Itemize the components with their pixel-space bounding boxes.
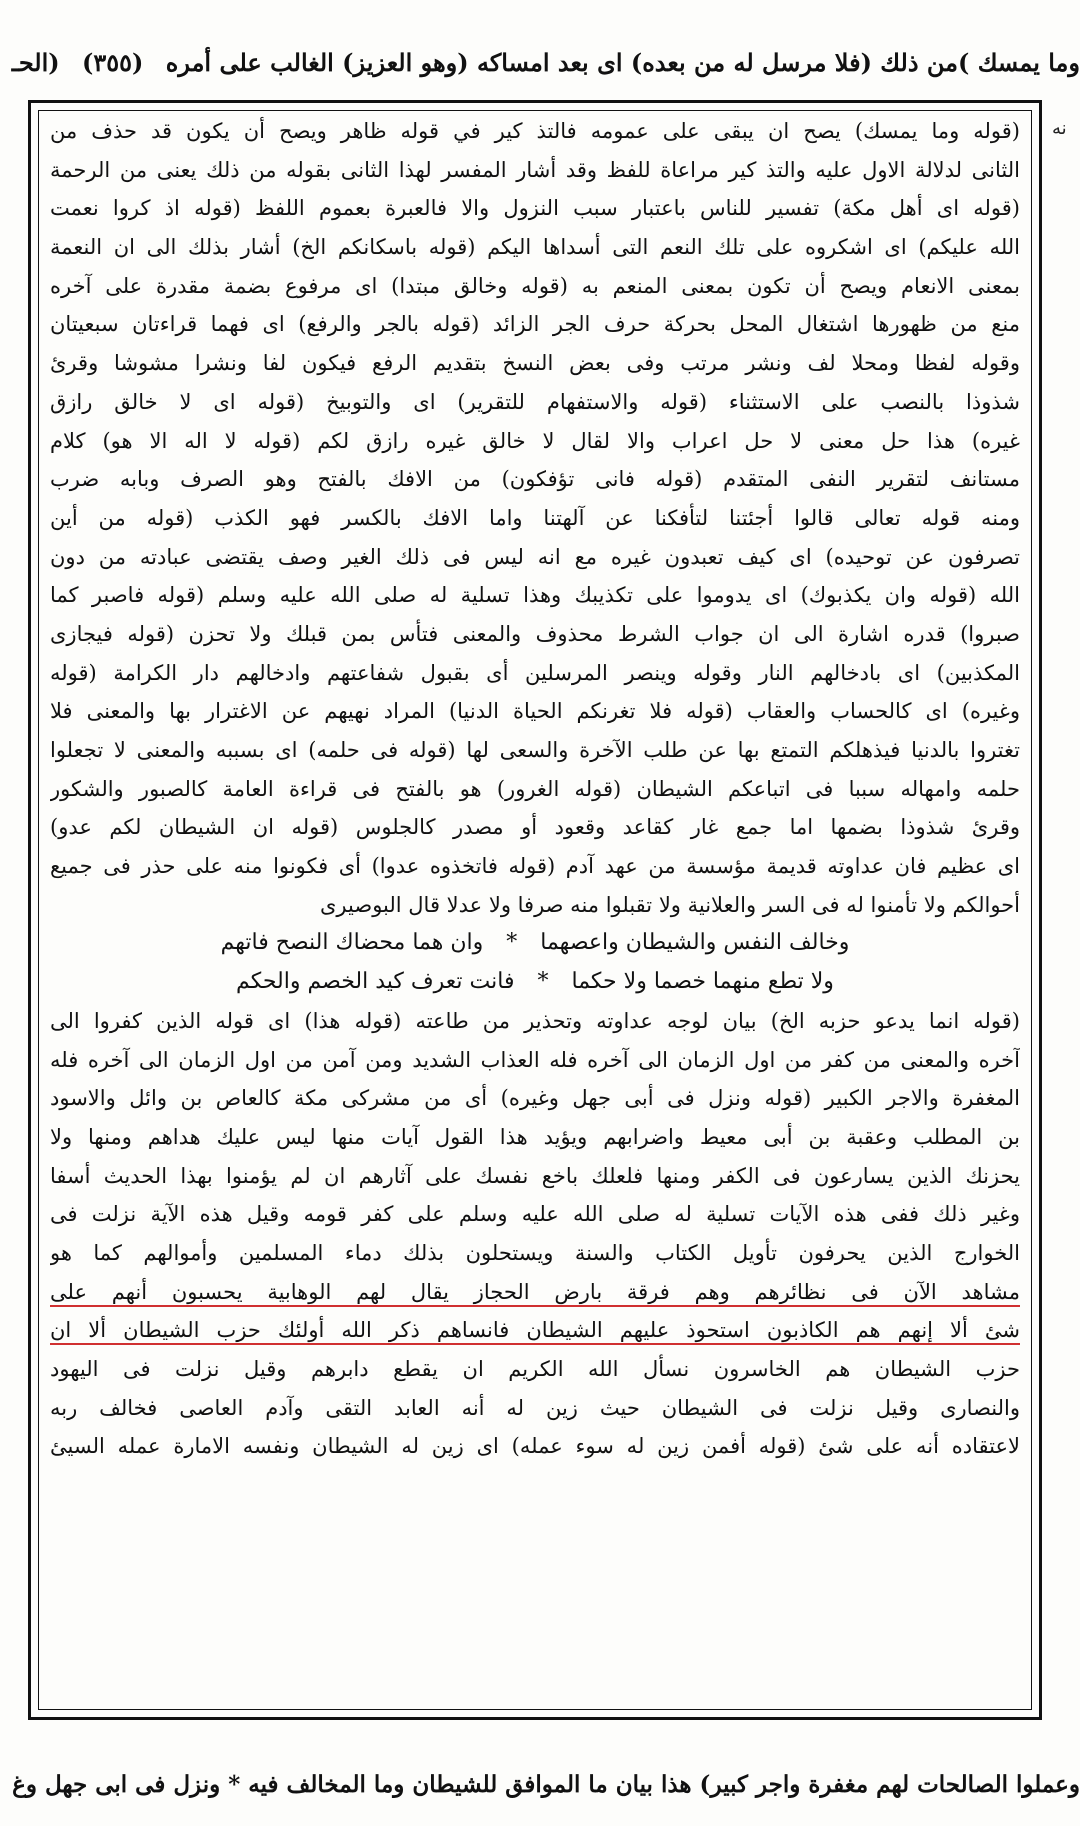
poem-separator: * [506, 930, 518, 956]
text-line: حزب الشيطان هم الخاسرون نسأل الله الكريم ان يقطع دابرهم وقيل نزلت فى اليهود [50, 1357, 1020, 1381]
text-line: (قوله وما يمسك) يصح ان يبقى على عمومه فالتذ كير في قوله ظاهر ويصح أن يكون قد حذف من [50, 119, 1020, 143]
text-line: صبروا) قدره اشارة الى ان جواب الشرط محذوف والمعنى فتأس بمن قبلك ولا تحزن (قوله فيجازى [50, 621, 1020, 646]
text-line: المغفرة والاجر الكبير (قوله ونزل فى أبى جهل وغيره) أى من مشركى مكة كالعاص بن وائل والاسود [50, 1086, 1020, 1111]
text-line: تغتروا بالدنيا فيذهلكم التمتع بها عن طلب الآخرة والسعى لها (قوله فى حلمه) اى بسببه والمعنى لا تجعلوا [50, 738, 1020, 762]
text-line: الخوارج الذين يحرفون تأويل الكتاب والسنة ويستحلون بذلك دماء المسلمين وأموالهم كما هو [50, 1240, 1020, 1265]
text-line: غيره) هذا حل معنى لا حل اعراب والا لقال لا خالق غيره رازق لكم (قوله لا اله الا هو) كلام [50, 428, 1020, 453]
poem-hemistich: فانت تعرف كيد الخصم والحكم [236, 969, 515, 995]
text-line: حلمه وامهاله سببا فى اتباعكم الشيطان (قوله الغرور) هو بالفتح فى قراءة العامة كالصبور والشكور [50, 776, 1020, 801]
header-verse-text: وما يمسك )من ذلك (فلا مرسل له من بعده) اى بعد امساكه (وهو العزيز) الغالب على أمره [165, 48, 1080, 77]
text-line: منع من ظهورها اشتغال المحل بحركة حرف الجر الزائد (قوله بالجر والرفع) اى فهما قراءتان سبعيتان [50, 312, 1020, 337]
text-line: الثانى لدلالة الاول عليه والتذ كير مراعاة للفظ وقد أشار المفسر لهذا الثانى بقوله من ذلك يعنى من الرحمة [50, 157, 1020, 182]
text-line: (قوله انما يدعو حزبه الخ) بيان لوجه عداوته وتحذير من طاعته (قوله هذا) اى قوله الذين كفروا الى [50, 1008, 1020, 1033]
text-line: وغير ذلك ففى هذه الآيات تسلية له صلى الله عليه وسلم على كفر قومه وقيل هذه الآية نزلت فى [50, 1202, 1020, 1227]
text-line: المكذبين) اى بادخالهم النار وقوله وينصر المرسلين أى بقبول شفاعتهم وادخالهم دار الكرامة (قوله [50, 660, 1020, 685]
poem-hemistich: ولا تطع منهما خصما ولا حكما [571, 969, 834, 995]
poem-verse [50, 924, 1020, 963]
poem-hemistich: وخالف النفس والشيطان واعصهما [540, 930, 850, 956]
text-line: مستانف لتقرير النفى المتقدم (قوله فانى تؤفكون) من الافك بالفتح وهو الصرف وبابه ضرب [50, 467, 1020, 492]
underlined-line: مشاهد الآن فى نظائرهم وهم فرقة بارض الحجاز يقال لهم الوهابية يحسبون أنهم على [50, 1279, 1020, 1304]
header-continuation: (الحـ [11, 48, 60, 77]
text-line: الله (قوله وان يكذبوك) اى يدوموا على تكذيبك وهذا تسلية له صلى الله عليه وسلم (قوله فاصبر كما [50, 583, 1020, 608]
text-line: وقوله لفظا ومحلا لف ونشر مرتب وفى بعض النسخ بتقديم الرفع فيكون لفا ونشرا مشوشا وقرئ [50, 351, 1020, 376]
text-line: الله عليكم) اى اشكروه على تلك النعم التى أسداها اليكم (قوله باسكانكم الخ) أشار بذلك الى ان النعمة [50, 235, 1020, 260]
text-line: لاعتقاده أنه على شئ (قوله أفمن زين له سوء عمله) اى زين له الشيطان ونفسه الامارة عمله السيئ [50, 1434, 1020, 1459]
page-number: (٣٥٥) [82, 48, 144, 77]
poem-separator: * [537, 969, 549, 995]
running-header [0, 40, 1080, 86]
text-line: والنصارى وقيل نزلت فى الشيطان حيث زين له أنه العابد التقى وآدم العاصى فخالف ربه [50, 1395, 1020, 1420]
text-line: اى عظيم فان عداوته قديمة مؤسسة من عهد آدم (قوله فاتخذوه عدوا) أى فكونوا منه على حذر فى جميع [50, 854, 1020, 879]
underlined-line: شئ ألا إنهم هم الكاذبون استحوذ عليهم الشيطان فانساهم ذكر الله أولئك حزب الشيطان ألا ان [50, 1318, 1020, 1343]
margin-mark: نه [1052, 118, 1067, 139]
text-line: شذوذا بالنصب على الاستثناء (قوله والاستفهام للتقرير) اى والتوبيخ (قوله اى لا خالق رازق [50, 389, 1020, 414]
text-line: بمعنى الانعام ويصح أن تكون بمعنى المنعم به (قوله وخالق مبتدا) اى مرفوع بضمة مقدرة على آخره [50, 273, 1020, 298]
commentary-body [50, 112, 1020, 1704]
text-line: يحزنك الذين يسارعون فى الكفر ومنها فلعلك باخع نفسك على آثارهم ان لم يؤمنوا بهذا الحديث أسفا [50, 1163, 1020, 1188]
text-line: (قوله اى أهل مكة) تفسير للناس باعتبار سبب النزول والا فالعبرة بعموم اللفظ (قوله اذ كروا نعمت [50, 196, 1020, 221]
text-line: ومنه قوله تعالى قالوا أجئتنا لتأفكنا عن آلهتنا واما الافك بالكسر فهو الكذب (قوله من أين [50, 505, 1020, 530]
text-line: آخره والمعنى من كفر من اول الزمان الى آخره فله العذاب الشديد ومن آمن من اول الزمان الى آخره فله [50, 1047, 1020, 1072]
footer-verse-line: وعملوا الصالحات لهم مغفرة واجر كبير) هذا بيان ما الموافق للشيطان وما المخالف فيه * ونزل فى ابى جهل وغ [12, 1771, 1080, 1798]
text-line: أحوالكم ولا تأمنوا له فى السر والعلانية ولا تقبلوا منه صرفا ولا عدلا قال البوصيرى [320, 892, 1020, 917]
poem-verse [50, 963, 1020, 1002]
text-line: تصرفون عن توحيده) اى كيف تعبدون غيره مع انه ليس فى ذلك الغير وصف يقتضى عبادته من دون [50, 544, 1020, 569]
poem-hemistich: وان هما محضاك النصح فاتهم [220, 930, 484, 956]
text-line: وقرئ شذوذا بضمها اما جمع غار كقاعد وقعود أو مصدر كالجلوس (قوله ان الشيطان لكم عدو) [50, 815, 1020, 840]
text-line: بن المطلب وعقبة بن أبى معيط واضرابهم ويؤيد هذا القول آيات منها ليس عليك هداهم ومنها ولا [50, 1124, 1020, 1149]
text-line: وغيره) اى كالحساب والعقاب (قوله فلا تغرنكم الحياة الدنيا) المراد نهيهم عن الاغترار بها والمعنى فلا [50, 699, 1020, 724]
